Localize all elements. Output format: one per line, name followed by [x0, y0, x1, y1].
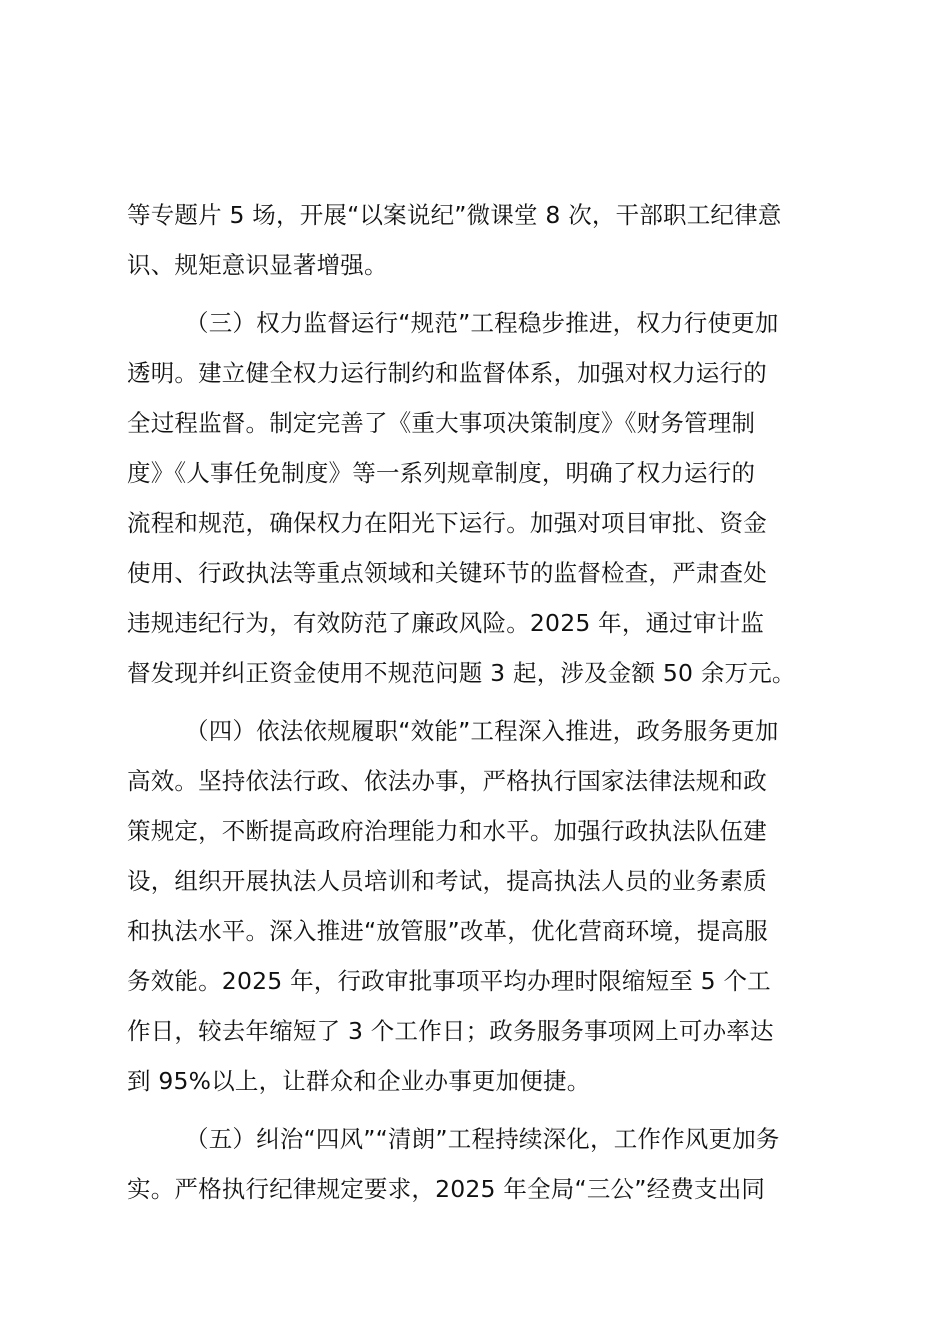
paragraph-heading-line: （四）依法依规履职“效能”工程深入推进，政务服务更加 [185, 717, 779, 745]
text-line: 实。严格执行纪律规定要求，2025 年全局“三公”经费支出同 [127, 1175, 766, 1203]
text-line: 违规违纪行为，有效防范了廉政风险。2025 年，通过审计监 [127, 609, 765, 637]
text-line: 和执法水平。深入推进“放管服”改革，优化营商环境，提高服 [127, 917, 768, 945]
text-line: 督发现并纠正资金使用不规范问题 3 起，涉及金额 50 余万元。 [127, 659, 796, 687]
text-line: 设，组织开展执法人员培训和考试，提高执法人员的业务素质 [127, 867, 767, 895]
text-line: 流程和规范，确保权力在阳光下运行。加强对项目审批、资金 [127, 509, 767, 537]
text-line: 透明。建立健全权力运行制约和监督体系，加强对权力运行的 [127, 359, 767, 387]
text-line: 全过程监督。制定完善了《重大事项决策制度》《财务管理制 [127, 409, 756, 437]
paragraph-heading-line: （三）权力监督运行“规范”工程稳步推进，权力行使更加 [185, 309, 779, 337]
text-line: 度》《人事任免制度》等一系列规章制度，明确了权力运行的 [127, 459, 756, 487]
text-line: 高效。坚持依法行政、依法办事，严格执行国家法律法规和政 [127, 767, 767, 795]
text-line: 识、规矩意识显著增强。 [127, 251, 388, 279]
text-line: 策规定，不断提高政府治理能力和水平。加强行政执法队伍建 [127, 817, 767, 845]
paragraph-heading-line: （五）纠治“四风”“清朗”工程持续深化，工作作风更加务 [185, 1125, 780, 1153]
paragraph-continuation [127, 190, 827, 290]
text-line: 务效能。2025 年，行政审批事项平均办理时限缩短至 5 个工 [127, 967, 771, 995]
paragraph-section-3 [127, 298, 827, 698]
text-line: 使用、行政执法等重点领域和关键环节的监督检查，严肃查处 [127, 559, 767, 587]
paragraph-section-4 [127, 706, 827, 1106]
text-line: 等专题片 5 场，开展“以案说纪”微课堂 8 次，干部职工纪律意 [127, 201, 782, 229]
paragraph-section-5 [127, 1114, 827, 1214]
text-line: 到 95%以上，让群众和企业办事更加便捷。 [127, 1067, 591, 1095]
text-line: 作日，较去年缩短了 3 个工作日；政务服务事项网上可办率达 [127, 1017, 774, 1045]
document-body [127, 190, 827, 1214]
